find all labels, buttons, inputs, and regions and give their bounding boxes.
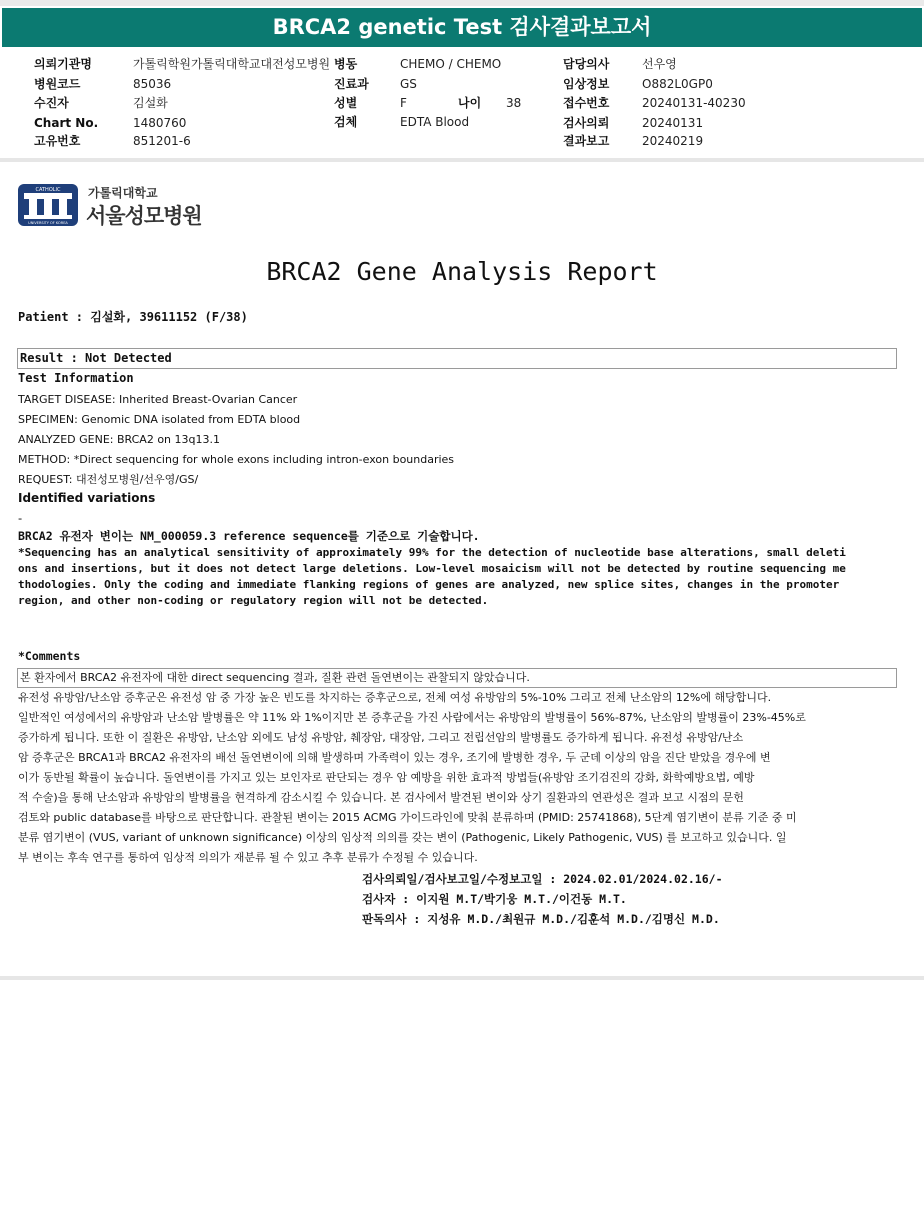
logo-hospital-name: 서울성모병원 [86, 204, 202, 228]
report-title: BRCA2 Gene Analysis Report [266, 257, 658, 286]
header-label: 결과보고 [563, 134, 610, 148]
department: GS [400, 77, 417, 91]
signoff-dates: 검사의뢰일/검사보고일/수정보고일 : 2024.02.01/2024.02.16/- [362, 872, 723, 886]
header-label: 수진자 [34, 96, 69, 110]
age: 38 [506, 96, 522, 110]
comment-line: 암 증후군은 BRCA1과 BRCA2 유전자의 배선 돌연변이에 의해 발생하며 가족력이 있는 경우, 조기에 발병한 경우, 두 군데 이상의 암을 진단 받았을 경우에 변 [18, 751, 771, 764]
test-information-heading: Test Information [18, 371, 134, 385]
signoff-technicians: 검사자 : 이지원 M.T/박기웅 M.T./이건동 M.T. [362, 892, 627, 906]
report-date: 20240219 [642, 134, 704, 148]
header-label: 담당의사 [563, 57, 610, 71]
request-date: 20240131 [642, 116, 704, 130]
header-label: Chart No. [34, 116, 99, 130]
patient-name: 김설화 [133, 96, 168, 110]
comment-line: 검토와 public database를 바탕으로 판단합니다. 관찰된 변이는 2015 ACMG 가이드라인에 맞춰 분류하며 (PMID: 25741868), 5단계 염기변이 분류 기준 중 미 [18, 811, 797, 824]
report-title-bar: BRCA2 genetic Test 검사결과보고서 [2, 8, 922, 47]
identified-variations-value: - [18, 511, 23, 525]
info-analyzed-gene: ANALYZED GENE: BRCA2 on 13q13.1 [18, 433, 220, 446]
clinical-info: O882L0GP0 [642, 77, 713, 91]
sensitivity-line-2: ons and insertions, but it does not detect large deletions. Low-level mosaicism will not be detected by routine sequencing me [18, 562, 846, 575]
info-target-disease: TARGET DISEASE: Inherited Breast-Ovarian Cancer [18, 393, 298, 406]
sensitivity-line-3: thodologies. Only the coding and immediate flanking regions of genes are analyzed, new splice sites, changes in the promoter [18, 578, 840, 591]
header-label: 성별 [334, 96, 358, 110]
comment-line: 이가 동반될 확률이 높습니다. 돌연변이를 가지고 있는 보인자로 판단되는 경우 암 예방을 위한 효과적 방법들(유방암 조기검진의 강화, 화학예방요법, 예방 [18, 771, 755, 784]
identified-variations-heading: Identified variations [18, 491, 156, 505]
attending-physician: 선우영 [642, 57, 677, 71]
sensitivity-line-1: *Sequencing has an analytical sensitivity of approximately 99% for the detection of nucleotide base alterations, small deleti [18, 546, 846, 559]
header-label: 진료과 [334, 77, 369, 91]
comment-line: 증가하게 됩니다. 또한 이 질환은 유방암, 난소암 외에도 남성 유방암, 췌장암, 대장암, 그리고 전립선암의 발병률도 증가하게 됩니다. 유전성 유방암/난소 [18, 731, 744, 744]
receipt-number: 20240131-40230 [642, 96, 746, 110]
requesting-institution: 가톨릭학원가톨릭대학교대전성모병원 [133, 57, 331, 71]
header-label: 접수번호 [563, 96, 610, 110]
header-label: 임상정보 [563, 77, 610, 91]
header-label: 고유번호 [34, 134, 81, 148]
comment-line: 분류 염기변이 (VUS, variant of unknown significance) 이상의 임상적 의의를 갖는 변이 (Pathogenic, Likely Pathogenic, VUS) 를 보고하고 있습니다. 일 [18, 831, 787, 844]
ward: CHEMO / CHEMO [400, 57, 502, 71]
sex: F [400, 96, 407, 110]
hospital-emblem-icon [17, 183, 79, 227]
comment-summary: 본 환자에서 BRCA2 유전자에 대한 direct sequencing 결과, 질환 관련 돌연변이는 관찰되지 않았습니다. [20, 671, 530, 684]
reference-sequence-note: BRCA2 유전자 변이는 NM_000059.3 reference sequence를 기준으로 기술합니다. [18, 529, 480, 543]
signoff-physicians: 판독의사 : 지성유 M.D./최원규 M.D./김훈석 M.D./김명신 M.D. [362, 912, 720, 926]
emblem-bottom-text: UNIVERSITY OF KOREA [28, 221, 68, 225]
info-specimen: SPECIMEN: Genomic DNA isolated from EDTA blood [18, 413, 301, 426]
header-label: 병동 [334, 57, 358, 71]
hospital-code: 85036 [133, 77, 172, 91]
comments-heading: *Comments [18, 649, 81, 663]
header-label: 병원코드 [34, 77, 81, 91]
header-label: 나이 [458, 96, 482, 110]
chart-number: 1480760 [133, 116, 187, 130]
comment-line: 적 수술)을 통해 난소암과 유방암의 발병률을 현격하게 감소시킬 수 있습니다. 본 검사에서 발견된 변이와 상기 질환과의 연관성은 결과 보고 시점의 문헌 [18, 791, 744, 804]
info-method: METHOD: *Direct sequencing for whole exons including intron-exon boundaries [18, 453, 455, 466]
section-divider [0, 158, 924, 162]
comment-line: 유전성 유방암/난소암 증후군은 유전성 암 중 가장 높은 빈도를 차지하는 증후군으로, 전체 여성 유방암의 5%-10% 그리고 전체 난소암의 12%에 해당합니다. [18, 691, 772, 704]
top-edge-strip [0, 0, 924, 6]
specimen: EDTA Blood [400, 115, 470, 129]
header-label: 검사의뢰 [563, 116, 610, 130]
header-label: 의뢰기관명 [34, 57, 92, 71]
logo-university-name: 가톨릭대학교 [88, 186, 158, 200]
info-request: REQUEST: 대전성모병원/선우영/GS/ [18, 473, 199, 486]
patient-line: Patient : 김설화, 39611152 (F/38) [18, 310, 248, 324]
comment-line: 부 변이는 후속 연구를 통하여 임상적 의의가 재분류 될 수 있고 추후 분류가 수정될 수 있습니다. [18, 851, 478, 864]
header-label: 검체 [334, 115, 358, 129]
comment-line: 일반적인 여성에서의 유방암과 난소암 발병률은 약 11% 와 1%이지만 본 증후군을 가진 사람에서는 유방암의 발병률이 56%-87%, 난소암의 발병률이 23%-45%로 [18, 711, 806, 724]
unique-number: 851201-6 [133, 134, 191, 148]
emblem-top-text: CATHOLIC [35, 187, 61, 193]
sensitivity-line-4: region, and other non-coding or regulatory region will not be detected. [18, 594, 489, 607]
result-text: Result : Not Detected [20, 351, 172, 365]
footer-divider [0, 976, 924, 980]
